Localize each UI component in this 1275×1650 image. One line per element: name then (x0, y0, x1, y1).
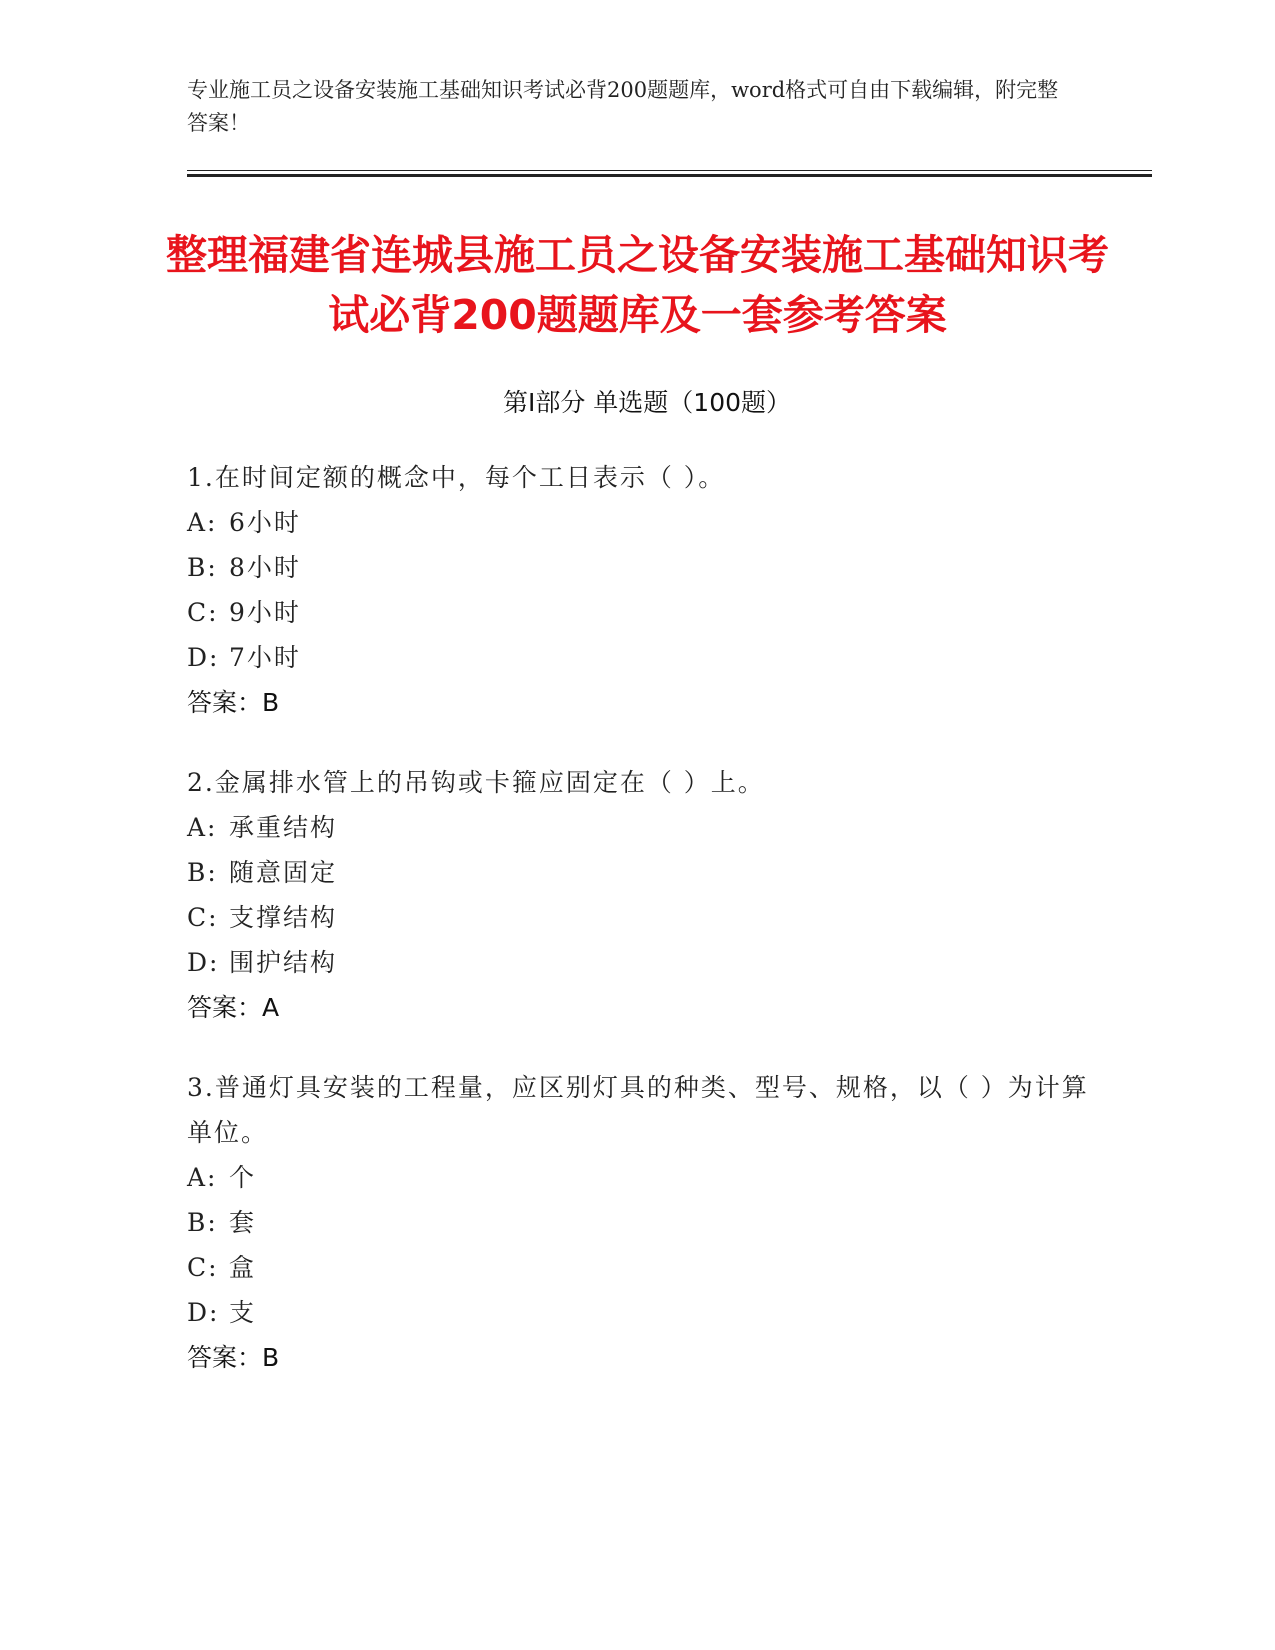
option-letter: A: (187, 813, 218, 842)
option-c (187, 1245, 1107, 1290)
option-text: 随意固定 (229, 858, 338, 887)
option-text: 盒 (229, 1253, 257, 1282)
option-letter: A: (187, 508, 218, 537)
option-text: 支 (229, 1298, 257, 1327)
question-2 (187, 760, 1107, 1030)
answer-line: 答案：B (187, 1343, 280, 1372)
option-text: 围护结构 (229, 948, 338, 977)
option-letter: C: (187, 1253, 219, 1282)
option-d (187, 940, 1107, 985)
option-letter: B: (187, 553, 218, 582)
section-heading: 第Ⅰ部分 单选题（100题） (502, 388, 792, 417)
option-letter: D: (187, 1298, 220, 1327)
option-letter: B: (187, 1208, 218, 1237)
header-divider-thick (187, 174, 1152, 177)
option-letter: D: (187, 948, 220, 977)
question-3 (187, 1065, 1107, 1380)
option-b (187, 1200, 1107, 1245)
option-letter: C: (187, 598, 219, 627)
option-text: 9小时 (229, 598, 301, 627)
answer-line: 答案：B (187, 688, 280, 717)
option-d (187, 635, 1107, 680)
option-text: 承重结构 (229, 813, 338, 842)
header-divider-thin (187, 170, 1152, 171)
option-letter: A: (187, 1163, 218, 1192)
option-c (187, 895, 1107, 940)
question-1 (187, 455, 1107, 725)
option-a (187, 500, 1107, 545)
answer-line: 答案：A (187, 993, 280, 1022)
option-text: 8小时 (229, 553, 301, 582)
question-stem: 1.在时间定额的概念中，每个工日表示（ ）。 (187, 463, 726, 492)
option-text: 支撑结构 (229, 903, 338, 932)
option-letter: D: (187, 643, 220, 672)
option-text: 个 (229, 1163, 257, 1192)
option-a (187, 805, 1107, 850)
option-d (187, 1290, 1107, 1335)
option-b (187, 545, 1107, 590)
option-a (187, 1155, 1107, 1200)
option-c (187, 590, 1107, 635)
document-title: 整理福建省连城县施工员之设备安装施工基础知识考试必背200题题库及一套参考答案 (166, 231, 1109, 339)
header-note: 专业施工员之设备安装施工基础知识考试必背200题题库，word格式可自由下载编辑，附完整答案！ (187, 78, 1059, 135)
option-letter: B: (187, 858, 218, 887)
question-stem: 2.金属排水管上的吊钩或卡箍应固定在（ ）上。 (187, 768, 765, 797)
question-stem: 3.普通灯具安装的工程量，应区别灯具的种类、型号、规格，以（ ）为计算单位。 (187, 1073, 1089, 1147)
option-b (187, 850, 1107, 895)
option-text: 6小时 (229, 508, 301, 537)
option-letter: C: (187, 903, 219, 932)
option-text: 套 (229, 1208, 257, 1237)
option-text: 7小时 (229, 643, 301, 672)
